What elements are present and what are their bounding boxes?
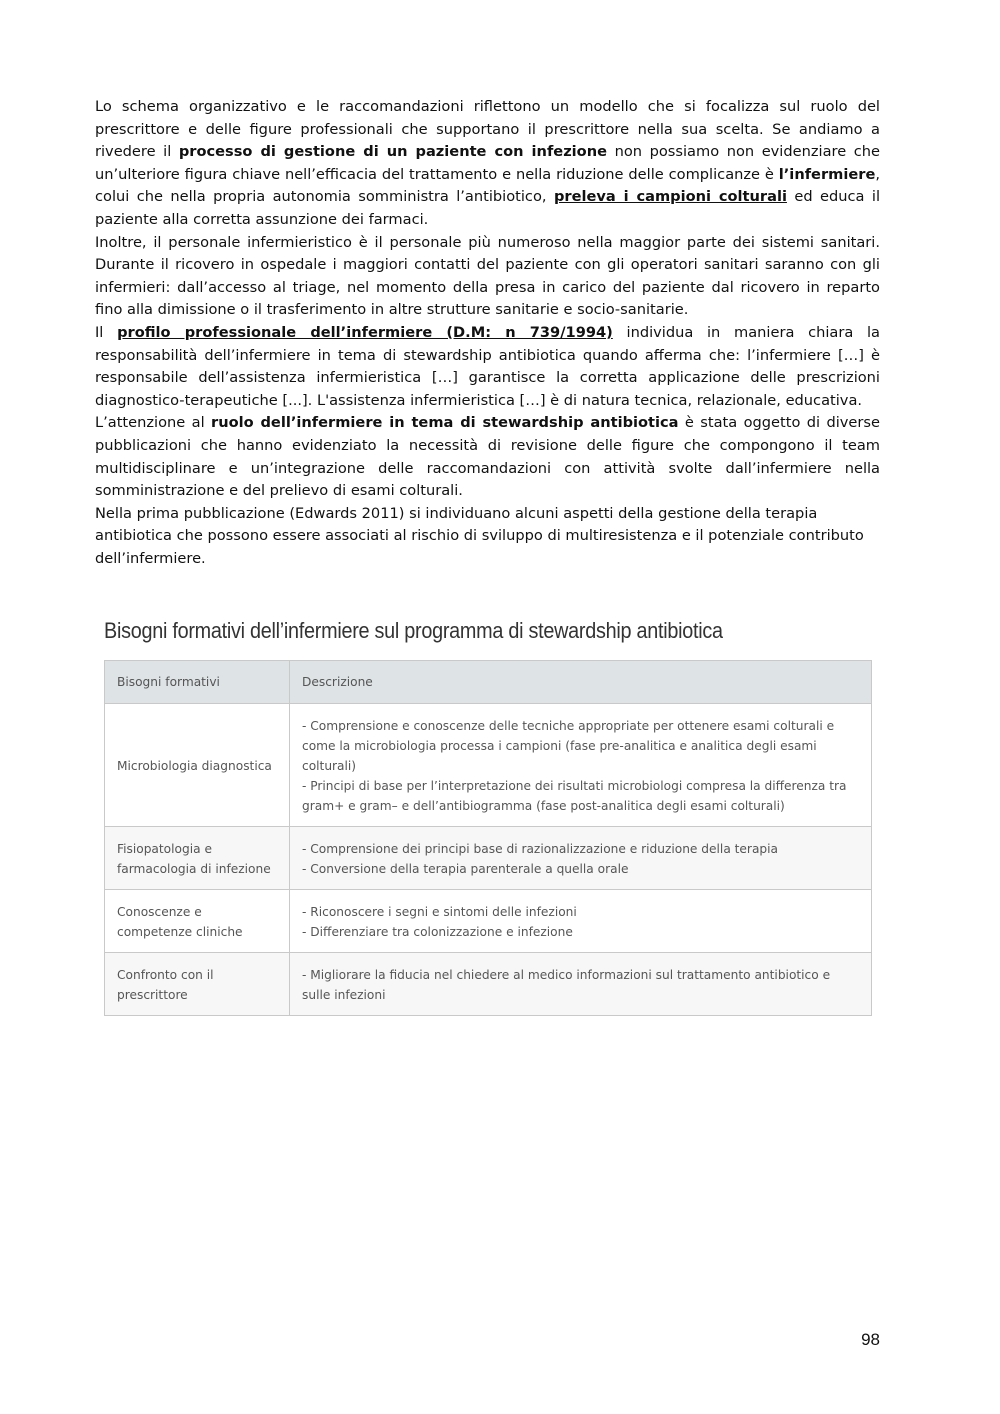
cell-line: - Differenziare tra colonizzazione e infezione <box>302 925 573 939</box>
page-number: 98 <box>861 1330 880 1349</box>
paragraph-3 <box>95 322 880 412</box>
cell-line: - Riconoscere i segni e sintomi delle infezioni <box>302 905 577 919</box>
need-cell <box>105 890 290 953</box>
cell-line: - Comprensione e conoscenze delle tecniche appropriate per ottenere esami colturali e <box>302 719 835 733</box>
table-row <box>105 953 872 1016</box>
cell-line: Confronto con il <box>117 968 214 982</box>
text-run: Il <box>95 323 118 341</box>
description-cell <box>290 704 872 827</box>
text-run: , colui che nella propria autonomia somministra l’antibiotico, <box>95 165 880 206</box>
bold-phrase: ruolo dell’infermiere in tema di stewardship antibiotica <box>211 414 679 432</box>
cell-line: gram+ e gram– e dell’antibiogramma (fase post-analitica degli esami colturali) <box>302 799 785 813</box>
cell-line: competenze cliniche <box>117 925 243 939</box>
cell-line: colturali) <box>302 759 357 773</box>
cell-line: - Comprensione dei principi base di razionalizzazione e riduzione della terapia <box>302 842 779 856</box>
header-description: Descrizione <box>290 661 872 704</box>
cell-line: sulle infezioni <box>302 988 386 1002</box>
bold-underlined-phrase: preleva i campioni colturali <box>553 188 787 206</box>
cell-line: - Migliorare la fiducia nel chiedere al medico informazioni sul trattamento antibiotico e <box>302 968 831 982</box>
description-cell <box>290 953 872 1016</box>
cell-line: farmacologia di infezione <box>117 862 271 876</box>
need-cell <box>105 704 290 827</box>
cell-line: come la microbiologia processa i campioni (fase pre-analitica e analitica degli esami <box>302 739 817 753</box>
bold-phrase: processo di gestione di un paziente con infezione <box>178 143 608 161</box>
text-run: individua in maniera chiara la responsabilità dell’infermiere in tema di stewardship antibiotica quando afferma che: l’infermiere […] è responsabile dell’assistenza infermieristica […] garantisce la corretta applicazione delle prescrizioni diagnostico-terapeutiche [...]. L'assistenza infermieristica […] è di natura tecnica, relazionale, educativa. <box>95 323 880 409</box>
text-run: Lo schema organizzativo e le raccomandazioni riflettono un modello che si focalizza sul ruolo del prescrittore e delle figure professionali che supportano il prescrittore nella sua scelta. Se andiamo a rivedere il <box>95 98 880 161</box>
cell-line: - Conversione della terapia parenterale a quella orale <box>302 862 629 876</box>
bold-underlined-phrase: profilo professionale dell’infermiere (D.M: n 739/1994) <box>117 323 613 341</box>
table-row <box>105 704 872 827</box>
cell-line: Fisiopatologia e <box>117 842 212 856</box>
cell-line: Microbiologia diagnostica <box>117 759 272 773</box>
cell-line: Conoscenze e <box>117 905 202 919</box>
need-cell <box>105 827 290 890</box>
table-row <box>105 827 872 890</box>
training-needs-table <box>104 660 872 1016</box>
text-run: ed educa il paziente alla corretta assunzione dei farmaci. <box>95 188 880 228</box>
table-header-row <box>105 661 872 704</box>
cell-line: prescrittore <box>117 988 188 1002</box>
bold-phrase: l’infermiere <box>778 165 876 183</box>
header-needs: Bisogni formativi <box>105 661 290 704</box>
paragraph-2: Inoltre, il personale infermieristico è il personale più numeroso nella maggior parte dei sistemi sanitari. Durante il ricovero in ospedale i maggiori contatti del paziente con gli operatori sanitari saranno con gli infermieri: dall’accesso al triage, nel momento della presa in carico del paziente dal ricovero in reparto fino alla dimissione o il trasferimento in altre strutture sanitarie e socio-sanitarie. <box>95 233 880 319</box>
description-cell <box>290 827 872 890</box>
table-row <box>105 890 872 953</box>
description-cell <box>290 890 872 953</box>
cell-line: - Principi di base per l’interpretazione dei risultati microbiologi compresa la differenza tra <box>302 779 847 793</box>
text-run: L’attenzione al <box>95 414 212 432</box>
text-run: è stata oggetto di diverse pubblicazioni che hanno evidenziato la necessità di revisione delle figure che compongono il team multidisciplinare e un’integrazione delle raccomandazioni con attività svolte dall’infermiere nella somministrazione e del prelievo di esami colturali. <box>95 414 880 500</box>
text-run: non possiamo non evidenziare che un’ulteriore figura chiave nell’efficacia del trattamento e nella riduzione delle complicanze è <box>95 143 880 183</box>
figure-title: Bisogni formativi dell’infermiere sul programma di stewardship antibiotica <box>104 618 723 643</box>
paragraph-4 <box>95 412 880 502</box>
need-cell <box>105 953 290 1016</box>
body-text <box>95 96 880 570</box>
paragraph-5: Nella prima pubblicazione (Edwards 2011) si individuano alcuni aspetti della gestione della terapia antibiotica che possono essere associati al rischio di sviluppo di multiresistenza e il potenziale contributo dell’infermiere. <box>95 504 864 567</box>
paragraph-1 <box>95 96 880 232</box>
